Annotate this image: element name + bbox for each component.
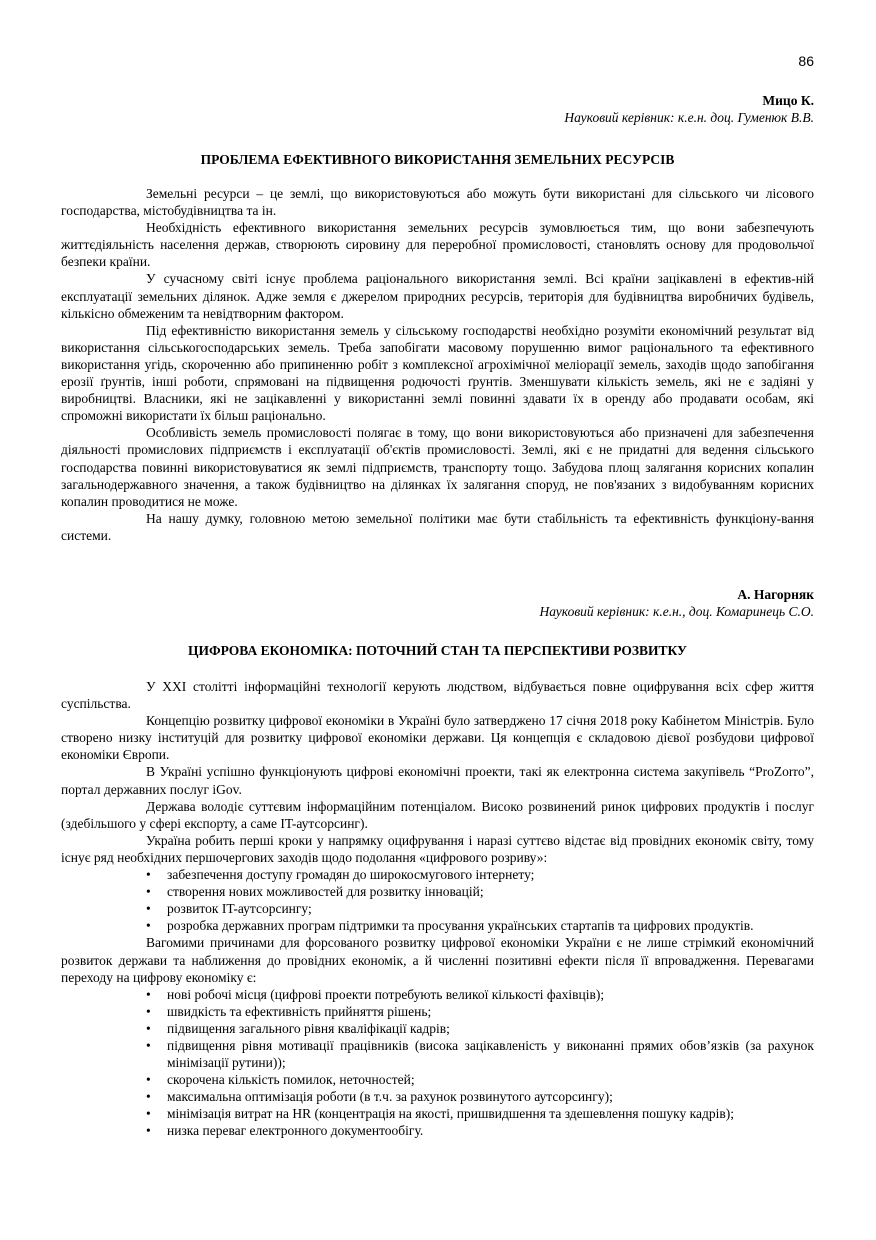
list-item-text: скорочена кількість помилок, неточностей; <box>167 1072 415 1088</box>
list-item <box>61 1122 814 1139</box>
list-item <box>61 1088 814 1105</box>
list-item-text: розробка державних програм підтримки та просування українських стартапів та цифрових продуктів. <box>167 918 754 934</box>
article-digital-economy <box>61 586 814 1140</box>
list-item-text: забезпечення доступу громадян до широкосмугового інтернету; <box>167 867 535 883</box>
bullet-icon: • <box>146 1003 151 1019</box>
list-item-text: мінімізація витрат на HR (концентрація на якості, пришвидшення та здешевлення пошуку кадрів); <box>167 1106 734 1122</box>
list-item <box>61 900 814 917</box>
body-paragraph: Необхідність ефективного використання земельних ресурсів зумовлюється тим, що вони забезпечують життєдіяльність населення держав, створюють сировину для переробної промисловості, становлять основу для продовольчої безпеки країни. <box>61 220 814 270</box>
article-author: А. Нагорняк <box>737 587 814 602</box>
body-paragraph: Під ефективністю використання земель у сільському господарстві необхідно розуміти економічний результат від використання сільськогосподарських земель. Треба запобігати масовому порушенню вимог раціонального та ефективного використання угідь, скороченню або припиненню робіт з комплексної агрохімічної меліорації земель, заходів щодо запобігання ерозії ґрунтів, інші роботи, спрямовані на підвищення родючості ґрунтів. Зменшувати кількість земель, які не є задіяні у виробництві. Власники, які не зацікавленні у використанні землі повинні здавати їх в оренду або продавати особам, які спроможні використати їх більш раціонально. <box>61 322 814 424</box>
body-paragraph: У сучасному світі існує проблема раціонального використання землі. Всі країни зацікавлені в ефектив-ній експлуатації земельних ділянок. Адже земля є джерелом природних ресурсів, територія для будівництва виробничих будівель, кількісно обмеженим та невідтворним фактором. <box>61 271 814 321</box>
body-paragraph: На нашу думку, головною метою земельної політики має бути стабільність та ефективність функціону-вання системи. <box>61 510 814 543</box>
body-paragraph: У XXI столітті інформаційні технології керують людством, відбувається повне оцифрування всіх сфер життя суспільства. <box>61 679 814 712</box>
list-item-text: нові робочі місця (цифрові проекти потребують великої кількості фахівців); <box>167 986 605 1002</box>
bullet-icon: • <box>146 986 151 1002</box>
list-item <box>61 1020 814 1037</box>
body-paragraph: Вагомими причинами для форсованого розвитку цифрової економіки України є не лише стрімкий економічний розвиток держави та наближення до провідних економік, а й численні позитивні ефекти після її впровадження. Перевагами переходу на цифрову економіку є: <box>61 935 814 985</box>
page-number: 86 <box>798 53 814 69</box>
bullet-icon: • <box>146 1020 151 1036</box>
body-paragraph: Україна робить перші кроки у напрямку оцифрування і наразі суттєво відстає від провідних економік світу, тому існує ряд необхідних першочергових заходів щодо подолання «цифрового розриву»: <box>61 832 814 865</box>
bullet-list-digital-gap-measures <box>61 866 814 934</box>
bullet-icon: • <box>146 1123 151 1139</box>
bullet-icon: • <box>146 918 151 934</box>
bullet-icon: • <box>146 1072 151 1088</box>
list-item-text: підвищення загального рівня кваліфікації кадрів; <box>167 1020 450 1036</box>
body-paragraph: Земельні ресурси – це землі, що використовуються або можуть бути використані для сільського чи лісового господарства, містобудівництва та ін. <box>61 186 814 219</box>
article-title: ПРОБЛЕМА ЕФЕКТИВНОГО ВИКОРИСТАННЯ ЗЕМЕЛЬНИХ РЕСУРСІВ <box>200 152 675 167</box>
bullet-icon: • <box>146 867 151 883</box>
list-item <box>61 1037 814 1071</box>
body-paragraph: Держава володіє суттєвим інформаційним потенціалом. Високо розвинений ринок цифрових продуктів і послуг (здебільшого у сфері експорту, а саме IT-аутсорсинг). <box>61 798 814 831</box>
bullet-icon: • <box>146 1089 151 1105</box>
list-item <box>61 917 814 934</box>
bullet-icon: • <box>146 1037 151 1053</box>
article-supervisor: Науковий керівник: к.е.н. доц. Гуменюк В.В. <box>564 110 814 125</box>
bullet-icon: • <box>146 901 151 917</box>
list-item <box>61 866 814 883</box>
list-item <box>61 1105 814 1122</box>
list-item-text: розвиток IT-аутсорсингу; <box>167 901 312 917</box>
list-item <box>61 986 814 1003</box>
list-item <box>61 1003 814 1020</box>
list-item-text: підвищення рівня мотивації працівників (висока зацікавленість у виконанні прямих обов’язків (за рахунок мінімізації рутини)); <box>167 1037 814 1071</box>
bullet-icon: • <box>146 1106 151 1122</box>
list-item-text: швидкість та ефективність прийняття рішень; <box>167 1003 432 1019</box>
list-item <box>61 883 814 900</box>
article-supervisor: Науковий керівник: к.е.н., доц. Комаринець С.О. <box>539 604 814 619</box>
list-item <box>61 1071 814 1088</box>
list-item-text: низка переваг електронного документообігу. <box>167 1123 424 1139</box>
bullet-icon: • <box>146 884 151 900</box>
list-item-text: максимальна оптимізація роботи (в т.ч. за рахунок розвинутого аутсорсингу); <box>167 1089 613 1105</box>
body-paragraph: В Україні успішно функціонують цифрові економічні проекти, такі як електронна система закупівель “ProZorro”, портал державних послуг iGov. <box>61 764 814 797</box>
article-land-resources <box>61 92 814 544</box>
article-title: ЦИФРОВА ЕКОНОМІКА: ПОТОЧНИЙ СТАН ТА ПЕРСПЕКТИВИ РОЗВИТКУ <box>188 643 687 658</box>
body-paragraph: Концепцію розвитку цифрової економіки в Україні було затверджено 17 січня 2018 року Кабінетом Міністрів. Було створено низку інституцій для розвитку цифрової економіки держави. Ця концепція є складовою дієвої розбудови цифрової економіки Європи. <box>61 713 814 763</box>
body-paragraph: Особливість земель промисловості полягає в тому, що вони використовуються або призначені для забезпечення діяльності промислових підприємств і експлуатації об'єктів промисловості. Землі, які є не придатні для ведення сільського господарства повинні використовуватися як землі підприємств, транспорту тощо. Забудова площ залягання корисних копалин загальнодержавного значення, а також будівництво на ділянках їх залягання споруд, не пов'язаних з видобуванням корисних копалин проводитися не може. <box>61 425 814 509</box>
article-author: Мицо К. <box>762 93 814 108</box>
bullet-list-digital-advantages <box>61 986 814 1140</box>
list-item-text: створення нових можливостей для розвитку інновацій; <box>167 884 484 900</box>
